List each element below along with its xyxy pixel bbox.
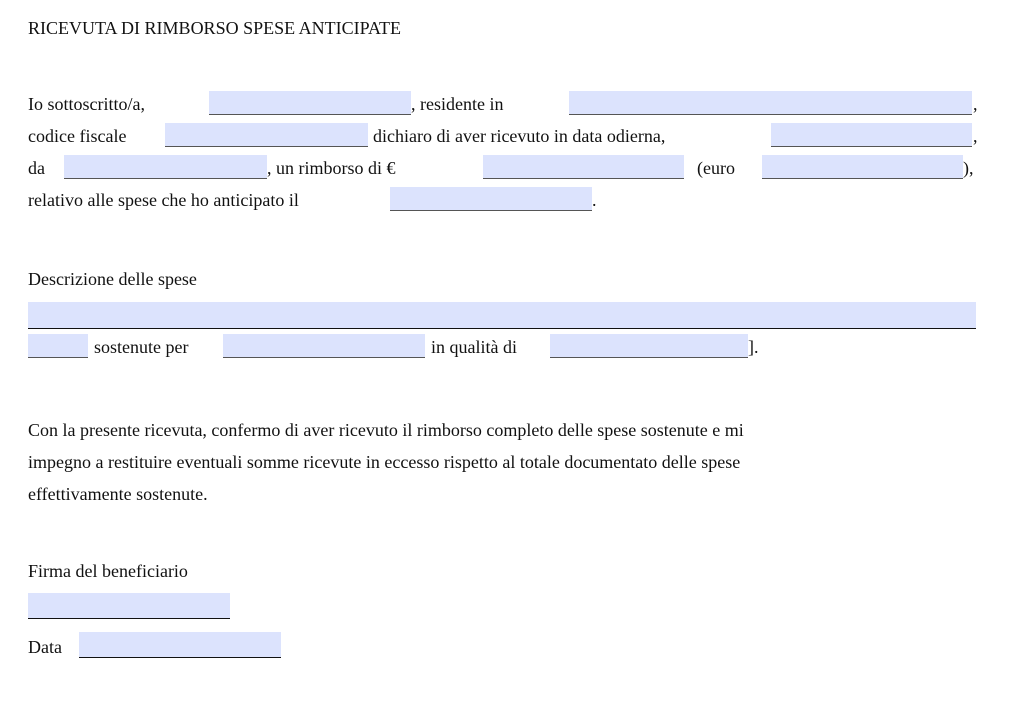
description-field[interactable] [28,302,976,329]
closing-paren: ), [963,158,974,178]
tax-code-field[interactable] [165,123,368,147]
date-label: Data [28,637,62,657]
advance-date-field[interactable] [390,187,592,211]
purpose-field[interactable] [223,334,425,358]
role-field[interactable] [550,334,748,358]
signature-label: Firma del beneficiario [28,561,188,581]
confirmation-line-2: impegno a restituire eventuali somme ricevute in eccesso rispetto al totale documentato delle spese [28,452,741,472]
label-rimborso: , un rimborso di € [267,158,396,178]
expense-count-field[interactable] [28,334,88,358]
signature-date-field[interactable] [79,632,281,658]
residence-field[interactable] [569,91,972,115]
label-da: da [28,158,45,178]
label-residente: , residente in [411,94,504,114]
confirmation-line-3: effettivamente sostenute. [28,484,208,504]
document-title: RICEVUTA DI RIMBORSO SPESE ANTICIPATE [28,18,401,38]
date-received-field[interactable] [771,123,972,147]
signature-field[interactable] [28,593,230,619]
label-sottoscritto: Io sottoscritto/a, [28,94,145,114]
label-codice-fiscale: codice fiscale [28,126,127,146]
amount-words-field[interactable] [762,155,963,179]
label-qualita: in qualità di [431,337,517,357]
label-relativo: relativo alle spese che ho anticipato il [28,190,299,210]
amount-field[interactable] [483,155,684,179]
comma: , [973,126,978,146]
confirmation-line-1: Con la presente ricevuta, confermo di aver ricevuto il rimborso completo delle spese sostenute e mi [28,420,744,440]
label-euro: (euro [697,158,735,178]
closing-bracket: ]. [748,337,759,357]
name-field[interactable] [209,91,411,115]
description-heading: Descrizione delle spese [28,269,197,289]
label-sostenute: sostenute per [94,337,189,357]
comma: , [973,94,978,114]
payer-field[interactable] [64,155,267,179]
period: . [592,190,597,210]
label-dichiaro: dichiaro di aver ricevuto in data odierna, [373,126,666,146]
